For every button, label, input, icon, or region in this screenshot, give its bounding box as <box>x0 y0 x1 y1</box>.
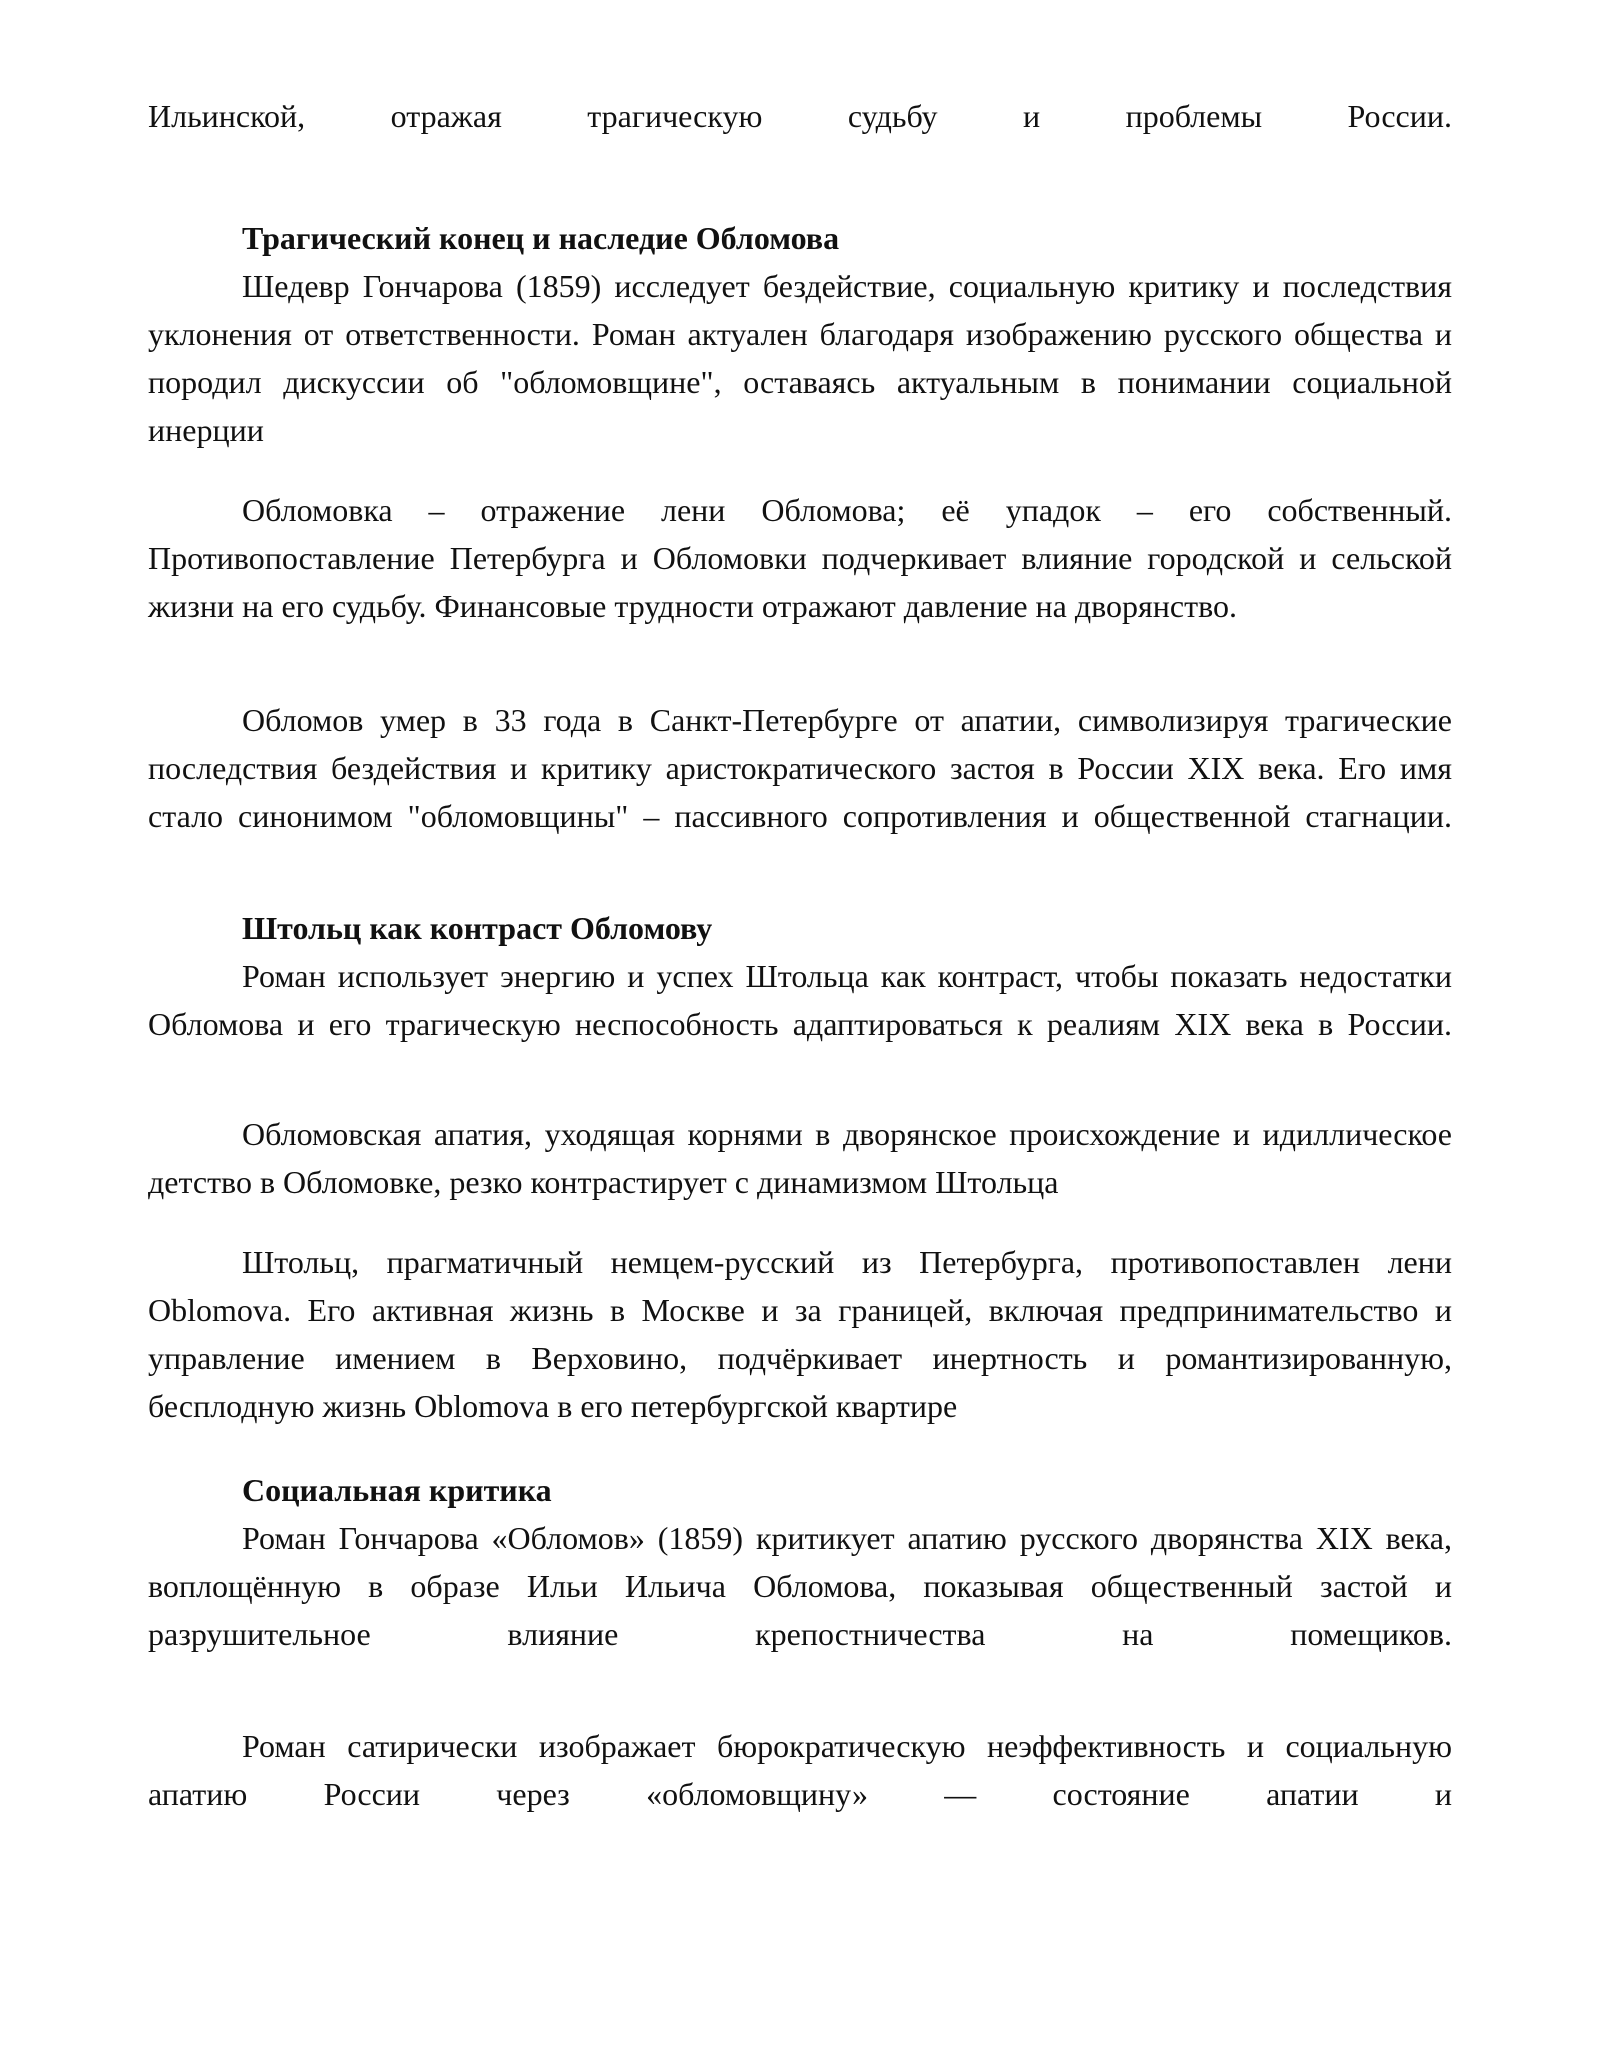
document-page <box>148 92 1452 1818</box>
heading-stolz: Штольц как контраст Обломову <box>242 910 713 946</box>
spacer <box>148 140 1452 214</box>
paragraph-masterpiece: Шедевр Гончарова (1859) исследует бездействие, социальную критику и последствия уклонения от ответственности. Роман актуален благодаря изображению русского общества и породил дискуссии об "обломовщине", оставаясь актуальным в понимании социальной инерции <box>148 268 1452 448</box>
paragraph-death: Обломов умер в 33 года в Санкт-Петербурге от апатии, символизируя трагические последствия бездействия и критику аристократического застоя в России XIX века. Его имя стало синонимом "обломовщины" – пассивного сопротивления и общественной стагнации. <box>148 702 1452 834</box>
spacer <box>148 1430 1452 1466</box>
spacer <box>148 1658 1452 1722</box>
paragraph-satire: Роман сатирически изображает бюрократическую неэффективность и социальную апатию России через «обломовщину» — состояние апатии и <box>148 1728 1452 1812</box>
spacer <box>148 454 1452 486</box>
paragraph-apathy: Обломовская апатия, уходящая корнями в дворянское происхождение и идиллическое детство в Обломовке, резко контрастирует с динамизмом Штольца <box>148 1116 1452 1200</box>
paragraph-stolz-pragmatic: Штольц, прагматичный немцем-русский из Петербурга, противопоставлен лени Oblomova. Его активная жизнь в Москве и за границей, включая предпринимательство и управление имением в Верховино, подчёркивает инертность и романтизированную, бесплодную жизнь Oblomova в его петербургской квартире <box>148 1244 1452 1424</box>
paragraph-oblomovka: Обломовка – отражение лени Обломова; её упадок – его собственный. Противопоставление Петербурга и Обломовки подчеркивает влияние городской и сельской жизни на его судьбу. Финансовые трудности отражают давление на дворянство. <box>148 492 1452 624</box>
paragraph-social-critique: Роман Гончарова «Обломов» (1859) критикует апатию русского дворянства XIX века, воплощённую в образе Ильи Ильича Обломова, показывая общественный застой и разрушительное влияние крепостничества на помещиков. <box>148 1520 1452 1652</box>
spacer <box>148 840 1452 904</box>
paragraph-continuation: Ильинской, отражая трагическую судьбу и проблемы России. <box>148 98 1452 134</box>
spacer <box>148 630 1452 696</box>
heading-tragic-end: Трагический конец и наследие Обломова <box>242 220 840 256</box>
spacer <box>148 1206 1452 1238</box>
spacer <box>148 1048 1452 1110</box>
paragraph-stolz-contrast: Роман использует энергию и успех Штольца как контраст, чтобы показать недостатки Обломова и его трагическую неспособность адаптироваться к реалиям XIX века в России. <box>148 958 1452 1042</box>
heading-social-critique: Социальная критика <box>242 1472 552 1508</box>
